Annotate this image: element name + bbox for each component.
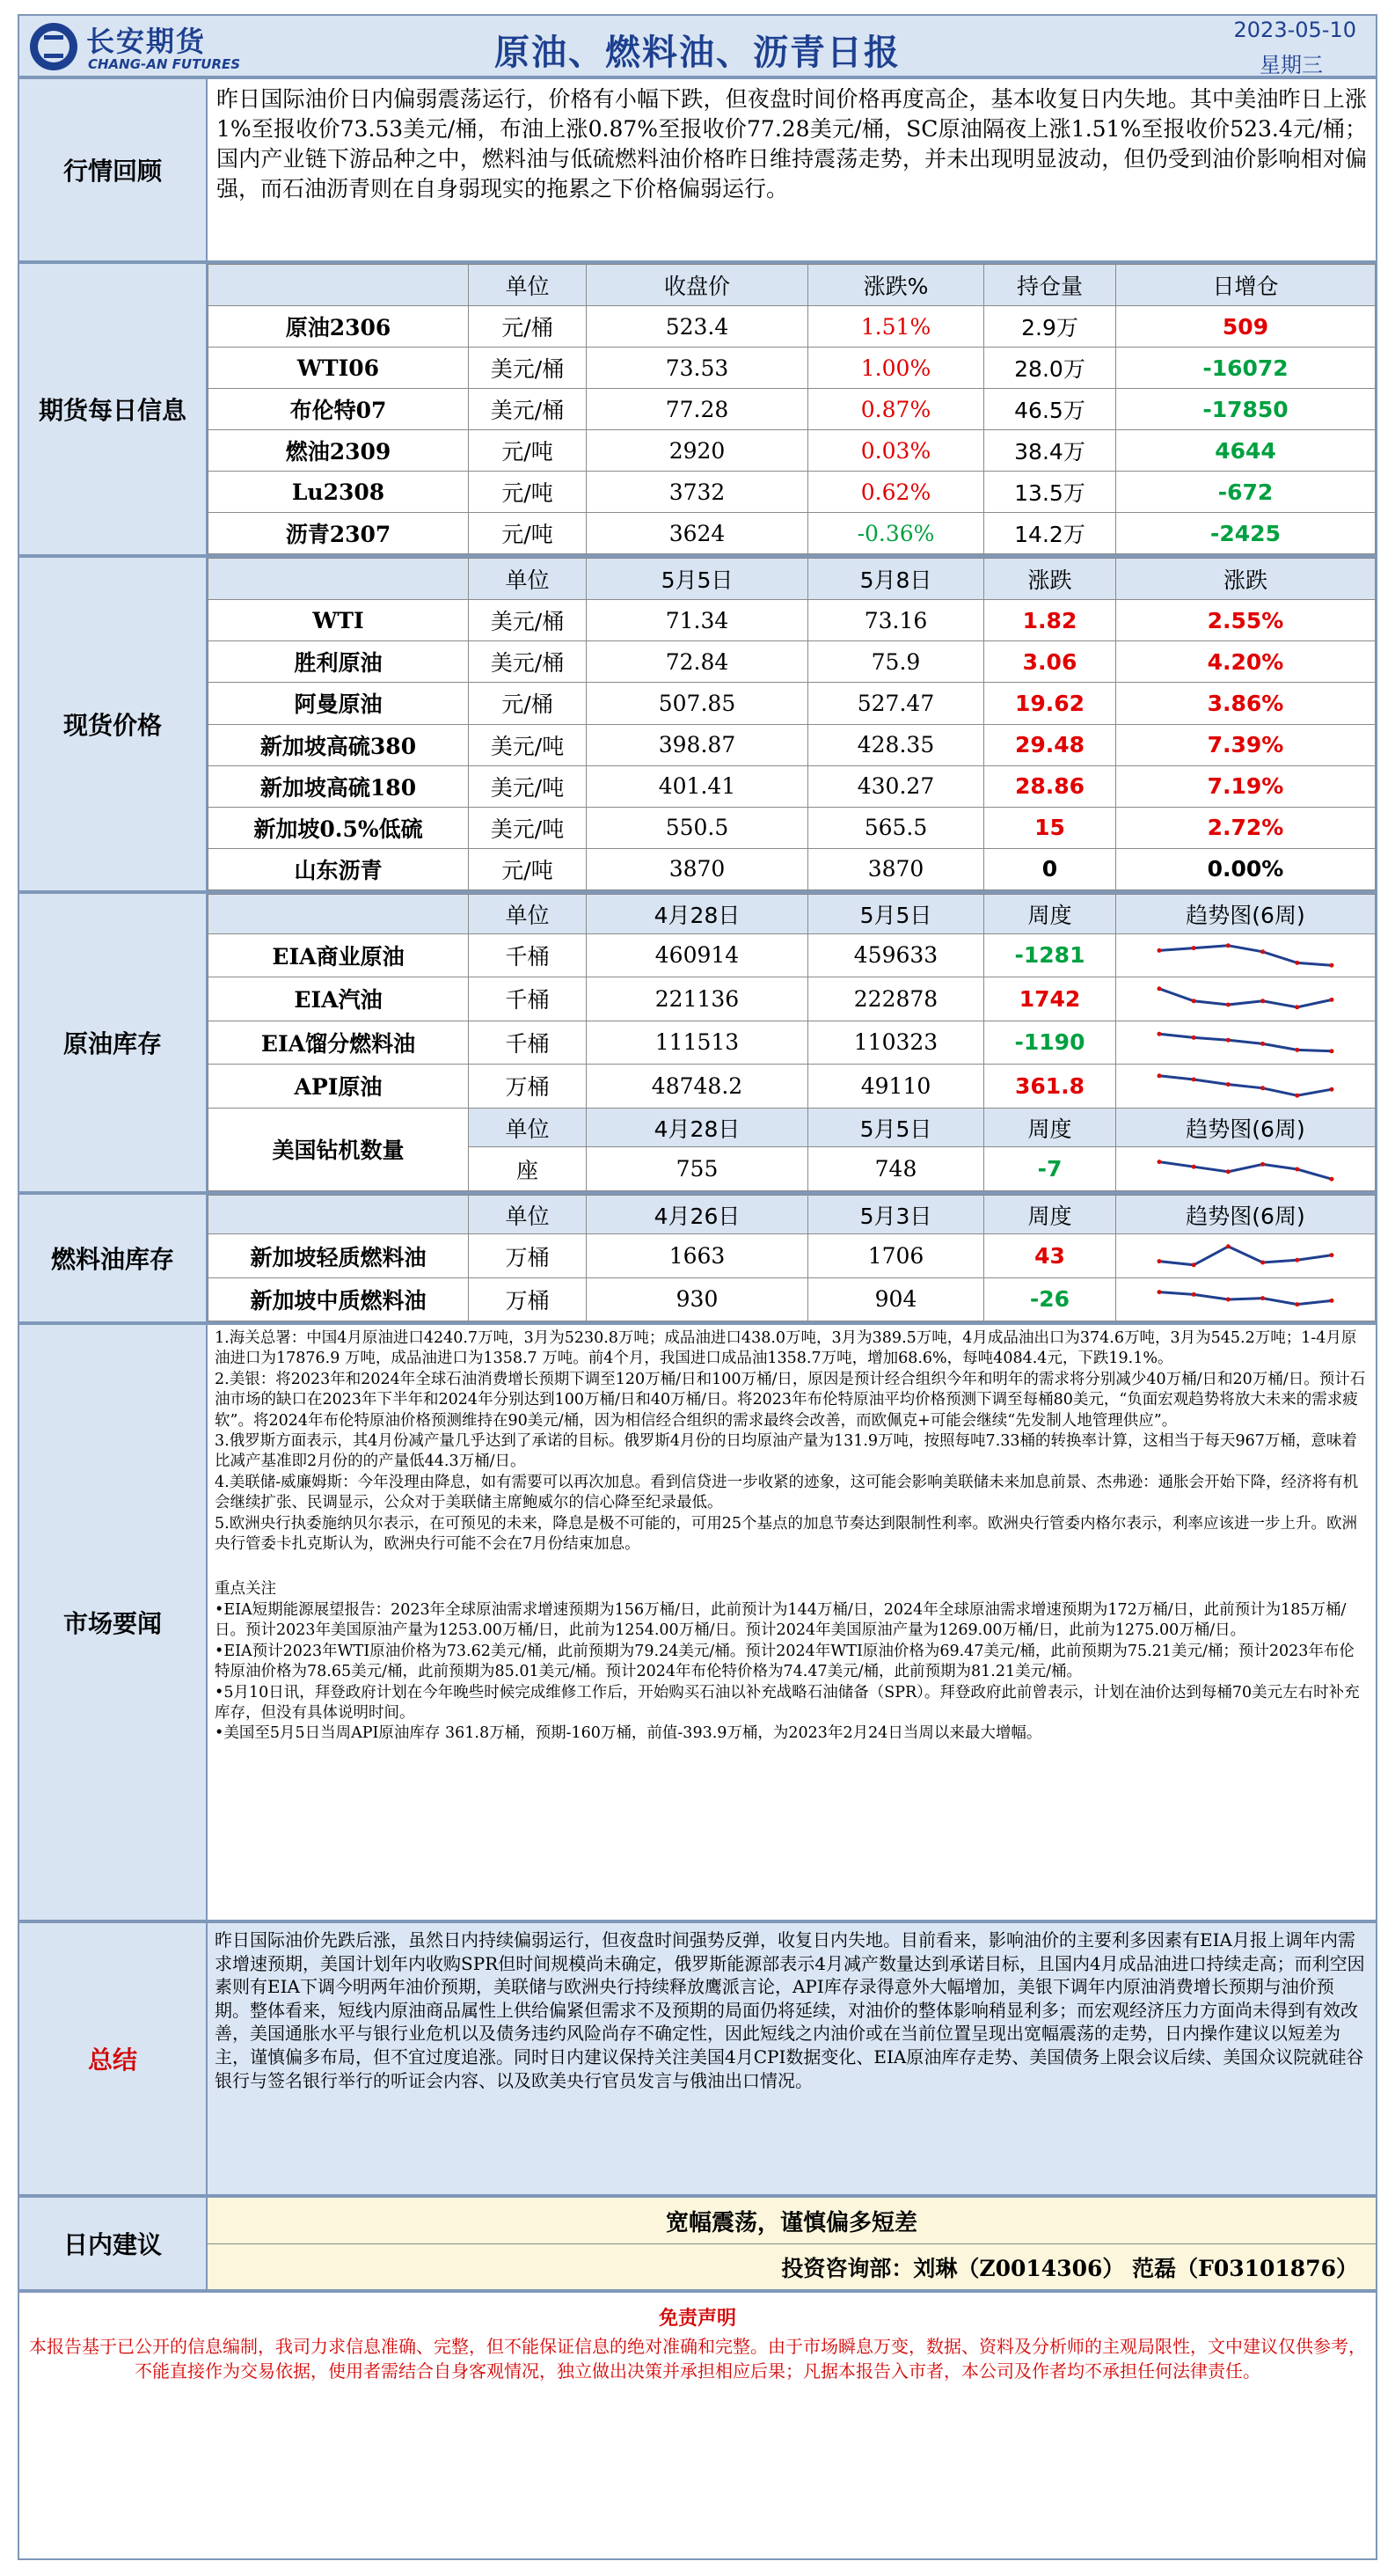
news-item: 4.美联储-威廉姆斯：今年没理由降息，如有需要可以再次加息。看到信贷进一步收紧的迹象，这可能会影响美联储未来加息前景、杰弗逊：通胀会开始下降，经济将有机会继续扩张、民调显示，公众对于美联储主席鲍威尔的信心降至纪录最低。 <box>215 1473 1359 1512</box>
table-row <box>208 306 1376 348</box>
value-cell: 111513 <box>587 1021 808 1065</box>
focus-title: 重点关注 <box>215 1580 276 1599</box>
change-cell: 0.03% <box>808 430 984 472</box>
inventory-name: API原油 <box>208 1065 469 1109</box>
spot-name: 阿曼原油 <box>208 683 469 724</box>
unit-cell: 座 <box>469 1147 587 1191</box>
news-item: 1.海关总署：中国4月原油进口4240.7万吨，3月为5230.8万吨；成品油进口438.0万吨，3月为389.5万吨，4月成品油出口为374.6万吨，3月为545.2万吨；1-4月原油进口为17876.9 万吨，成品油进口为1358.7 万吨。前4个月，我国进口成品油1358.7万吨，增加68.6%，每吨4084.4元，下跌19.1%。 <box>215 1329 1357 1368</box>
sparkline-point <box>1295 1302 1299 1306</box>
news-label: 市场要闻 <box>19 1325 208 1920</box>
fuel-inventory-table <box>208 1195 1376 1321</box>
header-cell: 周度 <box>984 1196 1116 1234</box>
trend-cell <box>1116 1065 1376 1109</box>
header-cell: 5月8日 <box>808 559 984 600</box>
sparkline-point <box>1226 943 1231 948</box>
rig-header-row <box>208 1108 1376 1147</box>
trend-cell <box>1116 1021 1376 1065</box>
sparkline-point <box>1226 1003 1231 1007</box>
news-item: 5.欧洲央行执委施纳贝尔表示，在可预见的未来，降息是极不可能的，可用25个基点的加息节奏达到限制性利率。欧洲央行管委内格尔表示，利率应该进一步上升。欧洲央行管委卡扎克斯认为，欧洲央行可能不会在7月份结束加息。 <box>215 1514 1357 1554</box>
oi-change-cell: -672 <box>1116 472 1376 513</box>
unit-cell: 千桶 <box>469 977 587 1021</box>
focus-item: •5月10日讯，拜登政府计划在今年晚些时候完成维修工作后，开始购买石油以补充战略石油储备（SPR）。拜登政府此前曾表示，计划在油价达到每桶70美元左右时补充库存，但没有具体说明时间。 <box>215 1683 1360 1722</box>
header-cell: 单位 <box>469 265 587 306</box>
sparkline-point <box>1192 946 1196 950</box>
unit-cell: 千桶 <box>469 933 587 977</box>
sparkline-point <box>1192 1036 1196 1040</box>
sparkline-point <box>1295 1094 1299 1098</box>
sparkline-point <box>1260 1087 1265 1091</box>
crude-inventory-section <box>18 892 1377 1193</box>
sparkline-path <box>1159 946 1332 965</box>
advice-label: 日内建议 <box>19 2198 208 2289</box>
price-cell: 565.5 <box>808 807 984 848</box>
sparkline-point <box>1192 1078 1196 1082</box>
crude-inventory-table <box>208 894 1376 1191</box>
sparkline-point <box>1192 1292 1196 1297</box>
oi-cell: 2.9万 <box>984 306 1116 348</box>
price-cell: 3870 <box>587 848 808 889</box>
unit-cell: 美元/桶 <box>469 348 587 389</box>
fuel-inventory-label: 燃料油库存 <box>19 1195 208 1321</box>
unit-cell: 元/桶 <box>469 683 587 724</box>
summary-text: 昨日国际油价先跌后涨，虽然日内持续偏弱运行，但夜盘时间强势反弹，收复日内失地。目前看来，影响油价的主要利多因素有EIA月报上调年内需求增速预期，美国计划年内收购SPR但时间规模尚未确定，俄罗斯能源部表示4月减产数量达到承诺目标，且国内4月成品油进口持续走高；而利空因素则有EIA下调今明两年油价预期，美联储与欧洲央行持续释放鹰派言论，API库存录得意外大幅增加，美银下调年内原油消费增长预期与油价预期。整体看来，短线内原油商品属性上供给偏紧但需求不及预期的局面仍将延续，对油价的整体影响稍显利多；而宏观经济压力方面尚未得到有效改善，美国通胀水平与银行业危机以及债务违约风险尚存不确定性，因此短线之内油价或在当前位置呈现出宽幅震荡的走势，日内操作建议以短差为主，谨慎偏多布局，但不宜过度追涨。同时日内建议保持关注美国4月CPI数据变化、EIA原油库存走势、美国债务上限会议后续、美国众议院就硅谷银行与签名银行举行的听证会内容、以及欧美央行官员发言与俄油出口情况。 <box>215 1929 1365 2091</box>
value-cell: 222878 <box>808 977 984 1021</box>
price-cell: 75.9 <box>808 641 984 683</box>
value-cell: 110323 <box>808 1021 984 1065</box>
news-section <box>18 1323 1377 1921</box>
table-row <box>208 724 1376 765</box>
header-cell: 涨跌 <box>984 559 1116 600</box>
close-cell: 73.53 <box>587 348 808 389</box>
pct-cell: 2.55% <box>1116 600 1376 641</box>
inventory-name: EIA馏分燃料油 <box>208 1021 469 1065</box>
trend-sparkline <box>1154 938 1337 973</box>
weekly-change-cell: 43 <box>984 1234 1116 1277</box>
header-cell: 收盘价 <box>587 265 808 306</box>
header-cell <box>208 895 469 934</box>
trend-sparkline <box>1154 1239 1337 1274</box>
trend-cell <box>1116 977 1376 1021</box>
oi-cell: 28.0万 <box>984 348 1116 389</box>
value-cell: 48748.2 <box>587 1065 808 1109</box>
header-cell: 涨跌 <box>1116 559 1376 600</box>
pct-cell: 7.19% <box>1116 765 1376 807</box>
header-cell: 5月5日 <box>587 559 808 600</box>
pct-cell: 0.00% <box>1116 848 1376 889</box>
crude-inventory-label: 原油库存 <box>19 894 208 1191</box>
change-cell: 1.00% <box>808 348 984 389</box>
report-title: 原油、燃料油、沥青日报 <box>494 33 901 73</box>
table-row <box>208 933 1376 977</box>
unit-cell: 万桶 <box>469 1065 587 1109</box>
oi-change-cell: 4644 <box>1116 430 1376 472</box>
inventory-name: EIA商业原油 <box>208 933 469 977</box>
sparkline-point <box>1260 1042 1265 1046</box>
weekly-change-cell: -26 <box>984 1277 1116 1321</box>
sparkline-point <box>1158 1074 1162 1079</box>
price-cell: 430.27 <box>808 765 984 807</box>
sparkline-path <box>1159 1034 1332 1051</box>
header-cell: 单位 <box>469 895 587 934</box>
market-review-section <box>18 77 1377 262</box>
disclaimer-section <box>18 2291 1377 2560</box>
table-row <box>208 848 1376 889</box>
pct-cell: 3.86% <box>1116 683 1376 724</box>
table-row <box>208 1277 1376 1321</box>
spot-name: 胜利原油 <box>208 641 469 683</box>
table-row <box>208 513 1376 554</box>
header-cell: 单位 <box>469 1196 587 1234</box>
unit-cell: 元/吨 <box>469 848 587 889</box>
trend-cell <box>1116 1234 1376 1277</box>
oi-cell: 13.5万 <box>984 472 1116 513</box>
spot-name: 新加坡0.5%低硫 <box>208 807 469 848</box>
oi-change-cell: -16072 <box>1116 348 1376 389</box>
header-cell: 4月26日 <box>587 1196 808 1234</box>
futures-label: 期货每日信息 <box>19 264 208 554</box>
inventory-name: 新加坡轻质燃料油 <box>208 1234 469 1277</box>
sparkline-path <box>1159 1246 1332 1264</box>
focus-item: •美国至5月5日当周API原油库存 361.8万桶，预期-160万桶，前值-393.9万桶，为2023年2月24日当周以来最大增幅。 <box>215 1724 1042 1743</box>
news-item: 2.美银：将2023年和2024年全球石油消费增长预期下调至120万桶/日和100万桶/日，原因是预计经合组织今年和明年的需求将分别减少40万桶/日和20万桶/日。预计石油市场的缺口在2023年下半年和2024年分别达到100万桶/日和40万桶/日。将2023年布伦特原油平均价格预测下调至每桶80美元，“负面宏观趋势将放大未来的需求疲软”。将2024年布伦特原油价格预测维持在90美元/桶，因为相信经合组织的需求最终会改善，而欧佩克+可能会继续“先发制人地管理供应”。 <box>215 1370 1366 1430</box>
sparkline-point <box>1330 1049 1334 1053</box>
table-row <box>208 389 1376 430</box>
change-cell: 3.06 <box>984 641 1116 683</box>
header-cell: 4月28日 <box>587 895 808 934</box>
value-cell: 904 <box>808 1277 984 1321</box>
unit-cell: 美元/吨 <box>469 724 587 765</box>
sparkline-point <box>1192 999 1196 1004</box>
report-header <box>18 14 1377 77</box>
value-cell: 755 <box>587 1147 808 1191</box>
weekly-change-cell: -7 <box>984 1147 1116 1191</box>
header-cell: 单位 <box>469 1108 587 1147</box>
sparkline-point <box>1330 963 1334 968</box>
crude-header-row <box>208 895 1376 934</box>
change-cell: 0 <box>984 848 1116 889</box>
spot-section <box>18 556 1377 892</box>
sparkline-point <box>1330 1299 1334 1303</box>
spot-label: 现货价格 <box>19 558 208 890</box>
disclaimer-title: 免责声明 <box>658 2307 736 2330</box>
header-cell: 周度 <box>984 1108 1116 1147</box>
unit-cell: 千桶 <box>469 1021 587 1065</box>
sparkline-path <box>1159 1161 1332 1179</box>
oi-cell: 46.5万 <box>984 389 1116 430</box>
spot-name: WTI <box>208 600 469 641</box>
price-cell: 550.5 <box>587 807 808 848</box>
change-cell: 15 <box>984 807 1116 848</box>
spot-name: 山东沥青 <box>208 848 469 889</box>
sparkline-point <box>1226 1038 1231 1043</box>
inventory-name: EIA汽油 <box>208 977 469 1021</box>
table-row <box>208 348 1376 389</box>
header-cell: 5月5日 <box>808 1108 984 1147</box>
header-cell: 4月28日 <box>587 1108 808 1147</box>
summary-section <box>18 1921 1377 2196</box>
pct-cell: 2.72% <box>1116 807 1376 848</box>
focus-item: •EIA短期能源展望报告：2023年全球原油需求增速预期为156万桶/日，此前预计为144万桶/日，2024年全球原油需求增速预期为172万桶/日，此前预计为185万桶/日。预计2023年美国原油产量为1253.00万桶/日，此前为1254.00万桶/日。预计2024年美国原油产量为1269.00万桶/日，此前为1275.00万桶/日。 <box>215 1600 1347 1640</box>
table-row <box>208 641 1376 683</box>
futures-section <box>18 262 1377 556</box>
unit-cell: 美元/吨 <box>469 807 587 848</box>
oi-cell: 14.2万 <box>984 513 1116 554</box>
price-cell: 3870 <box>808 848 984 889</box>
price-cell: 71.34 <box>587 600 808 641</box>
unit-cell: 美元/吨 <box>469 765 587 807</box>
futures-table <box>208 264 1376 554</box>
sparkline-point <box>1226 1297 1231 1301</box>
advice-section <box>18 2196 1377 2291</box>
value-cell: 221136 <box>587 977 808 1021</box>
weekly-change-cell: 1742 <box>984 977 1116 1021</box>
rig-count-name: 美国钻机数量 <box>208 1108 469 1190</box>
unit-cell: 美元/桶 <box>469 641 587 683</box>
sparkline-point <box>1330 1176 1334 1181</box>
price-cell: 401.41 <box>587 765 808 807</box>
company-name-cn: 长安期货 <box>86 25 207 58</box>
table-row <box>208 1234 1376 1277</box>
pct-cell: 7.39% <box>1116 724 1376 765</box>
table-row <box>208 472 1376 513</box>
sparkline-point <box>1158 1259 1162 1263</box>
sparkline-point <box>1158 1290 1162 1294</box>
summary-label: 总结 <box>19 1923 208 2194</box>
value-cell: 1663 <box>587 1234 808 1277</box>
sparkline-path <box>1159 989 1332 1007</box>
contract-name: WTI06 <box>208 348 469 389</box>
sparkline-point <box>1226 1244 1231 1248</box>
sparkline-point <box>1330 1087 1334 1092</box>
change-cell: -0.36% <box>808 513 984 554</box>
sparkline-point <box>1260 1260 1265 1264</box>
sparkline-point <box>1260 949 1265 954</box>
price-cell: 72.84 <box>587 641 808 683</box>
header-cell: 趋势图(6周) <box>1116 1196 1376 1234</box>
disclaimer-text: 本报告基于已公开的信息编制，我司力求信息准确、完整，但不能保证信息的绝对准确和完整。由于市场瞬息万变，数据、资料及分析师的主观局限性，文中建议仅供参考，不能直接作为交易依据，使用者需结合自身客观情况，独立做出决策并承担相应后果；凡据本报告入市者，本公司及作者均不承担任何法律责任。 <box>29 2336 1366 2382</box>
table-row <box>208 1065 1376 1109</box>
trend-cell <box>1116 1147 1376 1191</box>
trend-cell <box>1116 1277 1376 1321</box>
oi-change-cell: -17850 <box>1116 389 1376 430</box>
sparkline-point <box>1260 1162 1265 1167</box>
change-cell: 29.48 <box>984 724 1116 765</box>
change-cell: 0.87% <box>808 389 984 430</box>
value-cell: 748 <box>808 1147 984 1191</box>
contract-name: 布伦特07 <box>208 389 469 430</box>
unit-cell: 元/吨 <box>469 513 587 554</box>
header-cell: 5月3日 <box>808 1196 984 1234</box>
contract-name: Lu2308 <box>208 472 469 513</box>
price-cell: 73.16 <box>808 600 984 641</box>
spot-name: 新加坡高硫380 <box>208 724 469 765</box>
fuel-header-row <box>208 1196 1376 1234</box>
spot-table <box>208 558 1376 890</box>
price-cell: 428.35 <box>808 724 984 765</box>
value-cell: 460914 <box>587 933 808 977</box>
change-cell: 1.51% <box>808 306 984 348</box>
report-date: 2023-05-10 <box>1233 18 1356 42</box>
sparkline-path <box>1159 1076 1332 1095</box>
table-row <box>208 765 1376 807</box>
value-cell: 1706 <box>808 1234 984 1277</box>
sparkline-path <box>1159 1292 1332 1304</box>
unit-cell: 元/吨 <box>469 472 587 513</box>
header-cell: 趋势图(6周) <box>1116 1108 1376 1147</box>
oi-change-cell: 509 <box>1116 306 1376 348</box>
contract-name: 沥青2307 <box>208 513 469 554</box>
trend-cell <box>1116 933 1376 977</box>
oi-change-cell: -2425 <box>1116 513 1376 554</box>
header-cell: 持仓量 <box>984 265 1116 306</box>
unit-cell: 万桶 <box>469 1234 587 1277</box>
table-row <box>208 430 1376 472</box>
header-cell: 涨跌% <box>808 265 984 306</box>
header-cell <box>208 265 469 306</box>
close-cell: 3732 <box>587 472 808 513</box>
unit-cell: 万桶 <box>469 1277 587 1321</box>
news-content <box>208 1325 1376 1748</box>
header-cell: 5月5日 <box>808 895 984 934</box>
close-cell: 3624 <box>587 513 808 554</box>
header-cell <box>208 1196 469 1234</box>
sparkline-point <box>1158 1032 1162 1036</box>
change-cell: 28.86 <box>984 765 1116 807</box>
value-cell: 930 <box>587 1277 808 1321</box>
change-cell: 1.82 <box>984 600 1116 641</box>
sparkline-point <box>1226 1169 1231 1174</box>
price-cell: 398.87 <box>587 724 808 765</box>
advice-text: 宽幅震荡，谨慎偏多短差 <box>208 2198 1376 2244</box>
sparkline-point <box>1158 987 1162 992</box>
sparkline-point <box>1330 998 1334 1002</box>
trend-sparkline <box>1154 1152 1337 1187</box>
company-name-en: CHANG-AN FUTURES <box>88 56 241 72</box>
change-cell: 0.62% <box>808 472 984 513</box>
trend-sparkline <box>1154 1068 1337 1103</box>
futures-header-row <box>208 265 1376 306</box>
pct-cell: 4.20% <box>1116 641 1376 683</box>
price-cell: 527.47 <box>808 683 984 724</box>
unit-cell: 元/桶 <box>469 306 587 348</box>
value-cell: 49110 <box>808 1065 984 1109</box>
focus-item: •EIA预计2023年WTI原油价格为73.62美元/桶，此前预期为79.24美元/桶。预计2024年WTI原油价格为69.47美元/桶，此前预期为75.21美元/桶；预计2023年布伦特原油价格为78.65美元/桶，此前预期为85.01美元/桶。预计2024年布伦特价格为74.47美元/桶，此前预期为81.21美元/桶。 <box>215 1642 1355 1681</box>
sparkline-point <box>1295 1048 1299 1052</box>
sparkline-point <box>1226 1083 1231 1087</box>
news-item: 3.俄罗斯方面表示，其4月份减产量几乎达到了承诺的目标。俄罗斯4月份的日均原油产量为131.9万吨，按照每吨7.33桶的转换率计算，这相当于每天967万桶，意味着比减产基准即2月份的的产量低44.3万桶/日。 <box>215 1432 1357 1471</box>
fuel-inventory-section <box>18 1193 1377 1323</box>
header-cell: 周度 <box>984 895 1116 934</box>
sparkline-point <box>1158 948 1162 953</box>
table-row <box>208 683 1376 724</box>
unit-cell: 美元/桶 <box>469 600 587 641</box>
sparkline-point <box>1158 1160 1162 1164</box>
spot-header-row <box>208 559 1376 600</box>
table-row <box>208 807 1376 848</box>
market-review-label: 行情回顾 <box>19 79 208 260</box>
trend-sparkline <box>1154 1025 1337 1060</box>
sparkline-point <box>1295 1167 1299 1171</box>
market-review-text: 昨日国际油价日内偏弱震荡运行，价格有小幅下跌，但夜盘时间价格再度高企，基本收复日内失地。其中美油昨日上涨1%至报收价73.53美元/桶，布油上涨0.87%至报收价77.28美元/桶，SC原油隔夜上涨1.51%至报收价523.4元/桶；国内产业链下游品种之中，燃料油与低硫燃料油价格昨日维持震荡走势，并未出现明显波动，但仍受到油价影响相对偏强，而石油沥青则在自身弱现实的拖累之下价格偏弱运行。 <box>216 86 1367 201</box>
spot-name: 新加坡高硫180 <box>208 765 469 807</box>
sparkline-point <box>1192 1262 1196 1267</box>
sparkline-point <box>1260 1296 1265 1300</box>
unit-cell: 美元/桶 <box>469 389 587 430</box>
sparkline-point <box>1330 1253 1334 1257</box>
value-cell: 459633 <box>808 933 984 977</box>
close-cell: 77.28 <box>587 389 808 430</box>
header-cell: 日增仓 <box>1116 265 1376 306</box>
report-weekday: 星期三 <box>1260 53 1323 77</box>
inventory-name: 新加坡中质燃料油 <box>208 1277 469 1321</box>
contract-name: 燃油2309 <box>208 430 469 472</box>
table-row <box>208 977 1376 1021</box>
weekly-change-cell: -1281 <box>984 933 1116 977</box>
sparkline-point <box>1192 1164 1196 1168</box>
header-cell <box>208 559 469 600</box>
trend-sparkline <box>1154 1282 1337 1317</box>
close-cell: 523.4 <box>587 306 808 348</box>
sparkline-point <box>1295 961 1299 965</box>
price-cell: 507.85 <box>587 683 808 724</box>
close-cell: 2920 <box>587 430 808 472</box>
sparkline-point <box>1295 1006 1299 1010</box>
trend-sparkline <box>1154 981 1337 1016</box>
sparkline-point <box>1295 1257 1299 1262</box>
table-row <box>208 1021 1376 1065</box>
header-cell: 单位 <box>469 559 587 600</box>
sparkline-point <box>1260 999 1265 1004</box>
weekly-change-cell: 361.8 <box>984 1065 1116 1109</box>
change-cell: 19.62 <box>984 683 1116 724</box>
header-cell: 趋势图(6周) <box>1116 895 1376 934</box>
advisor-info: 投资咨询部：刘琳（Z0014306） 范磊（F03101876） <box>208 2244 1376 2289</box>
table-row <box>208 600 1376 641</box>
unit-cell: 元/吨 <box>469 430 587 472</box>
weekly-change-cell: -1190 <box>984 1021 1116 1065</box>
contract-name: 原油2306 <box>208 306 469 348</box>
oi-cell: 38.4万 <box>984 430 1116 472</box>
